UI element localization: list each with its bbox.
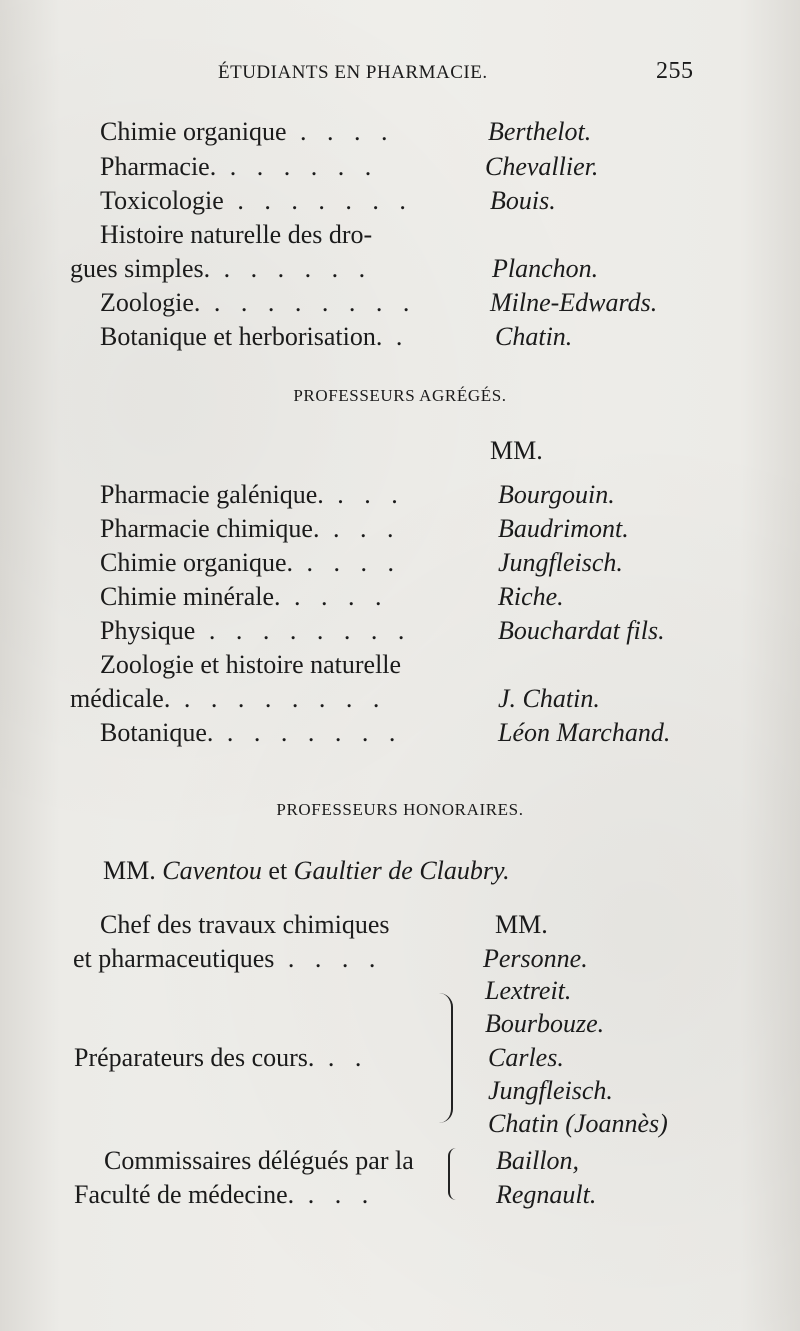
chef-label-line2: et pharmaceutiques . . . . [73,944,383,973]
agrege-name: Riche. [498,582,564,611]
agrege-name: Bourgouin. [498,480,615,509]
chair-professor: Planchon. [492,254,599,283]
chair-professor: Chatin. [495,322,573,351]
honoraire-name: Caventou [162,856,262,885]
chair-row: Chimie organique . . . . [100,117,395,146]
running-head: ÉTUDIANTS EN PHARMACIE. [218,62,488,83]
agrege-row: Pharmacie chimique. . . . [100,514,401,543]
preparateurs-label: Préparateurs des cours. . . [74,1043,369,1072]
preparateur-name: Bourbouze. [485,1009,605,1038]
preparateur-name: Lextreit. [485,976,572,1005]
chair-row: gues simples. . . . . . . [70,254,373,283]
chair-row: Botanique et herborisation. . [100,322,410,351]
honoraires-line [103,856,510,886]
mm-label: MM. [103,856,156,885]
agrege-row: Chimie minérale. . . . . [100,582,389,611]
agrege-name: Léon Marchand. [498,718,671,747]
chef-label-line1: Chef des travaux chimiques [100,910,390,939]
commissaires-label-line1: Commissaires délégués par la [104,1146,414,1175]
commissaire-name: Regnault. [496,1180,597,1209]
brace-icon [435,993,453,1123]
preparateur-name: Chatin (Joannès) [488,1109,668,1138]
agrege-name: J. Chatin. [498,684,600,713]
agrege-row: Botanique. . . . . . . . [100,718,403,747]
agrege-row: Chimie organique. . . . . [100,548,402,577]
agrege-row: Zoologie et histoire naturelle [100,650,402,679]
page-number: 255 [656,58,694,84]
section-title-agreges: PROFESSEURS AGRÉGÉS. [293,386,507,405]
chair-professor: Chevallier. [485,152,599,181]
agrege-name: Jungfleisch. [498,548,623,577]
agrege-name: Baudrimont. [498,514,629,543]
commissaires-label-line2: Faculté de médecine. . . . [74,1180,376,1209]
chair-row: Pharmacie. . . . . . . [100,152,379,181]
chair-professor: Bouis. [490,186,556,215]
chef-name: Personne. [483,944,588,973]
mm-label: MM. [495,910,548,939]
brace-icon [448,1148,458,1200]
preparateur-name: Carles. [488,1043,564,1072]
agrege-row: médicale. . . . . . . . . [70,684,387,713]
section-title-honoraires: PROFESSEURS HONORAIRES. [276,800,524,819]
chair-row: Toxicologie . . . . . . . [100,186,413,215]
chair-professor: Milne-Edwards. [490,288,658,317]
agrege-name: Bouchardat fils. [498,616,665,645]
chair-row: Histoire naturelle des dro- [100,220,373,249]
preparateur-name: Jungfleisch. [488,1076,613,1105]
chair-professor: Berthelot. [488,117,592,146]
commissaire-name: Baillon, [496,1146,580,1175]
mm-label: MM. [490,436,543,465]
chair-row: Zoologie. . . . . . . . . [100,288,417,317]
conjunction: et [268,856,288,885]
agrege-row: Pharmacie galénique. . . . [100,480,405,509]
honoraire-name: Gaultier de Claubry. [293,856,510,885]
agrege-row: Physique . . . . . . . . [100,616,412,645]
